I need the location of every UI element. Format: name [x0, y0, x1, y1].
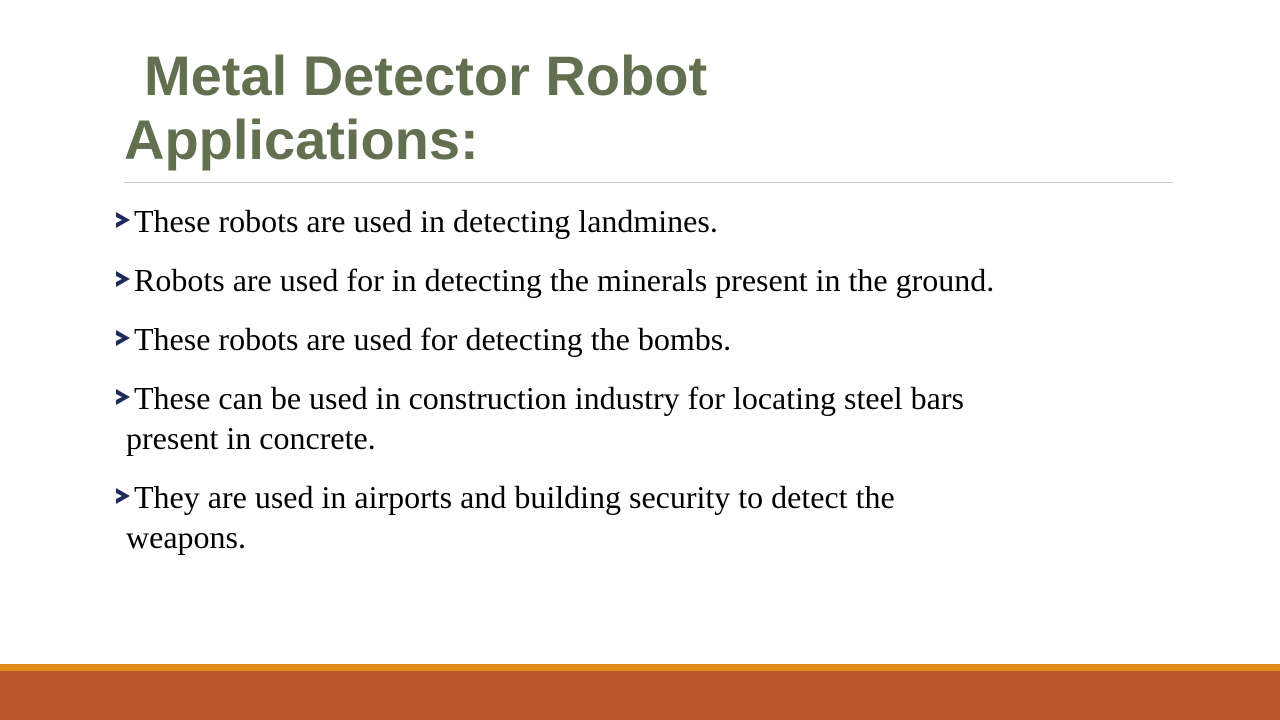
bullet-list	[116, 201, 1176, 576]
arrow-bullet-icon	[116, 488, 130, 504]
bullet-text: These can be used in construction industry for locating steel bars	[134, 380, 964, 416]
arrow-bullet-icon	[116, 330, 130, 346]
arrow-bullet-icon	[116, 271, 130, 287]
footer-accent-bar	[0, 664, 1280, 671]
title-divider	[124, 182, 1173, 183]
bullet-text: These robots are used for detecting the bombs.	[134, 321, 732, 357]
bullet-text: These robots are used in detecting landmines.	[134, 203, 718, 239]
bullet-text: They are used in airports and building security to detect the	[134, 479, 895, 515]
bullet-text: Robots are used for in detecting the minerals present in the ground.	[134, 262, 995, 298]
bullet-continuation: present in concrete.	[126, 420, 376, 456]
slide-title-line-1: Metal Detector Robot	[144, 44, 708, 107]
footer-band	[0, 671, 1280, 720]
arrow-bullet-icon	[116, 389, 130, 405]
arrow-bullet-icon	[116, 212, 130, 228]
bullet-item	[116, 201, 1176, 241]
slide-title	[124, 44, 1164, 172]
bullet-item	[116, 319, 1176, 359]
bullet-item	[116, 378, 1176, 458]
slide-title-line-2: Applications:	[124, 108, 479, 171]
bullet-item	[116, 477, 1176, 557]
bullet-continuation: weapons.	[126, 519, 246, 555]
bullet-item	[116, 260, 1176, 300]
